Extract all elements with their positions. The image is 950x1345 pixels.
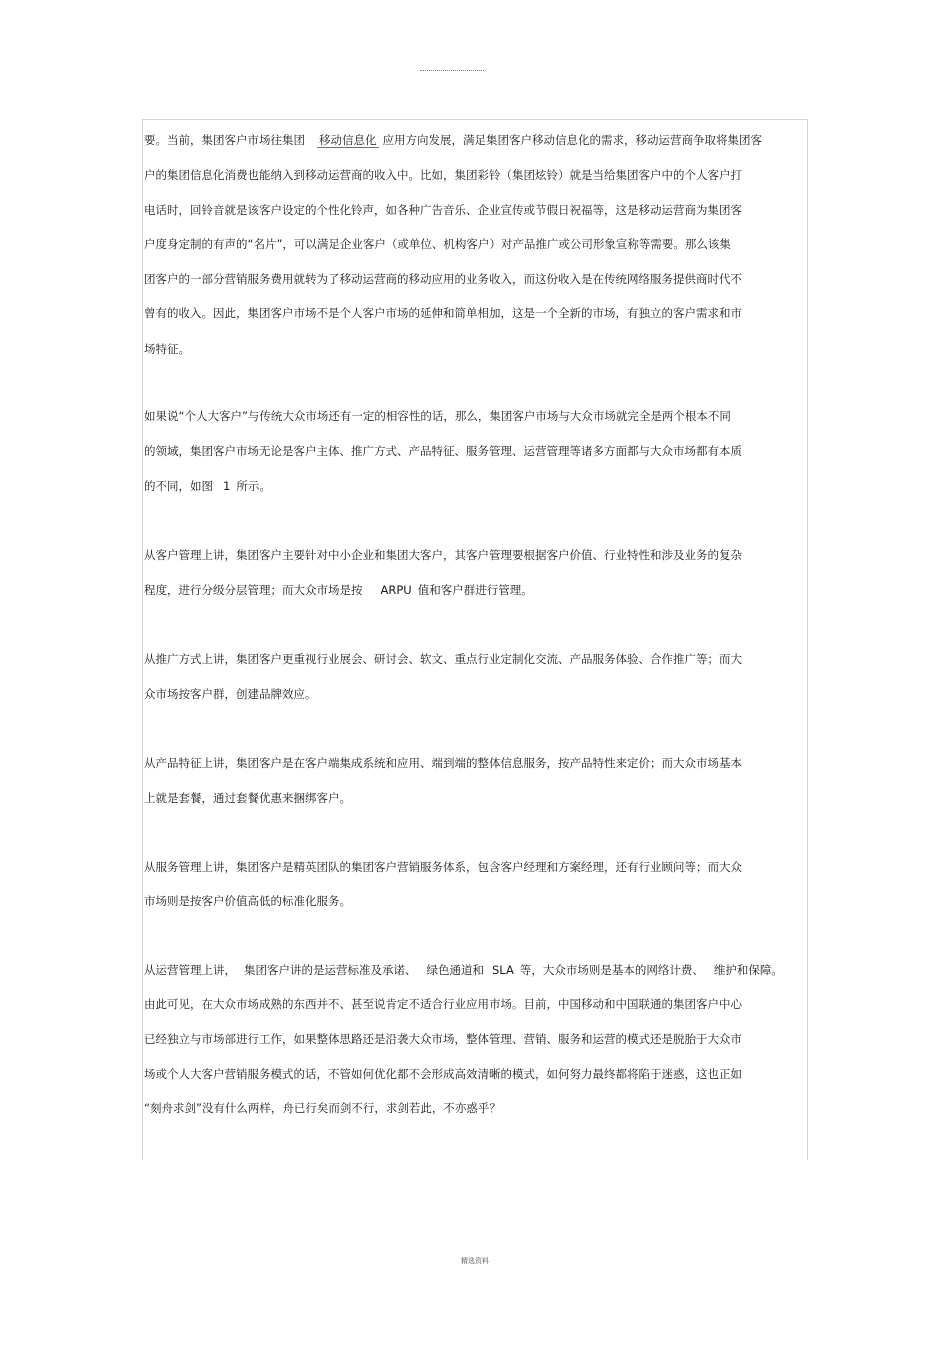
paragraph-5-line-1: 从产品特征上讲，集团客户是在客户端集成系统和应用、端到端的整体信息服务，按产品特性来定价；而大众市场基本 (144, 756, 742, 770)
text-span: 值和客户群进行管理。 (417, 583, 533, 597)
paragraph-1-line-1 (144, 132, 762, 148)
footer-label: 精选资料 (461, 1257, 489, 1265)
paragraph-6-line-2: 市场则是按客户价值高低的标准化服务。 (144, 894, 351, 908)
mobile-informatization-link[interactable]: 移动信息化 (319, 133, 377, 147)
text-span: 等，大众市场则是基本的网络计费、 (519, 963, 704, 977)
text-span: 维护和保障。 (713, 963, 783, 977)
text-span: 所示。 (236, 479, 271, 493)
paragraph-1-line-4: 户度身定制的有声的“名片”，可以满足企业客户（或单位、机构客户）对产品推广或公司形象宣称等需要。那么该集 (144, 237, 731, 251)
figure-number: 1 (223, 479, 231, 493)
text-span: 程度，进行分级分层管理；而大众市场是按 (144, 583, 363, 597)
paragraph-4-line-1: 从推广方式上讲，集团客户更重视行业展会、研讨会、软文、重点行业定制化交流、产品服务体验、合作推广等；而大 (144, 652, 742, 666)
text-span: 要。当前，集团客户市场往集团 (144, 133, 305, 147)
text-span: 从运营管理上讲， (144, 963, 236, 977)
text-span: 集团客户讲的是运营标准及承诺、 (244, 963, 417, 977)
text-span: 的不同，如图 (144, 479, 213, 493)
sla-term: SLA (492, 963, 514, 977)
paragraph-1-line-5: 团客户的一部分营销服务费用就转为了移动运营商的移动应用的业务收入，而这份收入是在传统网络服务提供商时代不 (144, 272, 742, 286)
paragraph-5-line-2: 上就是套餐，通过套餐优惠来捆绑客户。 (144, 791, 351, 805)
paragraph-7-line-5: “刻舟求剑”没有什么两样，舟已行矣而剑不行，求剑若此，不亦惑乎？ (144, 1101, 501, 1115)
paragraph-2-line-1: 如果说“个人大客户”与传统大众市场还有一定的相容性的话，那么，集团客户市场与大众市场就完全是两个根本不同 (144, 409, 731, 423)
arpu-term: ARPU (380, 583, 412, 597)
paragraph-1-line-2: 户的集团信息化消费也能纳入到移动运营商的收入中。比如，集团彩铃（集团炫铃）就是当给集团客户中的个人客户打 (144, 168, 742, 182)
paragraph-2-line-2: 的领域，集团客户市场无论是客户主体、推广方式、产品特征、服务管理、运营管理等诸多方面都与大众市场都有本质 (144, 444, 742, 458)
paragraph-6-line-1: 从服务管理上讲，集团客户是精英团队的集团客户营销服务体系，包含客户经理和方案经理，还有行业顾问等；而大众 (144, 860, 742, 874)
paragraph-2-line-3 (144, 478, 271, 494)
paragraph-7-line-2: 由此可见，在大众市场成熟的东西并不、甚至说肯定不适合行业应用市场。目前，中国移动和中国联通的集团客户中心 (144, 997, 742, 1011)
paragraph-3-line-2 (144, 582, 533, 598)
paragraph-4-line-2: 众市场按客户群，创建品牌效应。 (144, 687, 317, 701)
paragraph-3-line-1: 从客户管理上讲，集团客户主要针对中小企业和集团大客户，其客户管理要根据客户价值、行业特性和涉及业务的复杂 (144, 548, 742, 562)
text-span: 绿色通道和 (426, 963, 484, 977)
text-span: 应用方向发展，满足集团客户移动信息化的需求，移动运营商争取将集团客 (382, 133, 762, 147)
paragraph-7-line-4: 场或个人大客户营销服务模式的话，不管如何优化都不会形成高效清晰的模式，如何努力最终都将陷于迷惑，这也正如 (144, 1067, 742, 1081)
paragraph-1-line-3: 电话时，回铃音就是该客户设定的个性化铃声，如各种广告音乐、企业宣传或节假日祝福等，这是移动运营商为集团客 (144, 203, 742, 217)
paragraph-7-line-3: 已经独立与市场部进行工作，如果整体思路还是沿袭大众市场，整体管理、营销、服务和运营的模式还是脱胎于大众市 (144, 1032, 742, 1046)
paragraph-1-line-7: 场特征。 (144, 342, 190, 356)
header-rule (420, 70, 484, 71)
paragraph-7-line-1 (144, 962, 783, 978)
paragraph-1-line-6: 曾有的收入。因此，集团客户市场不是个人客户市场的延伸和简单相加，这是一个全新的市场，有独立的客户需求和市 (144, 306, 742, 320)
